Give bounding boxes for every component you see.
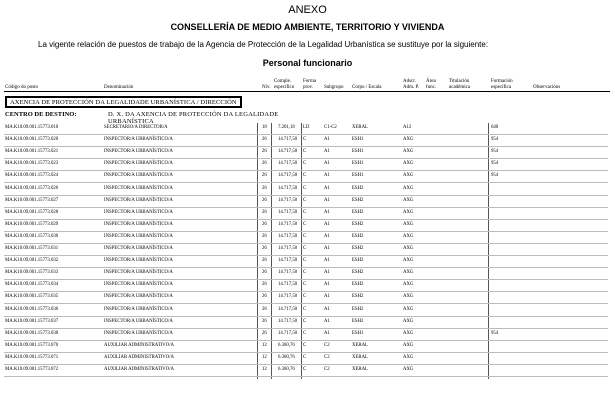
cell-codigo: MA.K10.09.001.15773.030 (5, 233, 59, 239)
cell-adscr: AXG (403, 233, 414, 239)
cell-corpo: ESH2 (352, 258, 364, 264)
cell-denominacion: INSPECTOR/A URBANÍSTICO/A (104, 221, 173, 227)
cell-formacion: 954 (491, 330, 499, 336)
row-divider (4, 352, 608, 353)
cell-denominacion: INSPECTOR/A URBANÍSTICO/A (104, 209, 173, 215)
cell-denominacion: INSPECTOR/A URBANÍSTICO/A (104, 137, 173, 143)
cell-subgrupo: A1 (324, 246, 330, 251)
cell-subgrupo: A1 (324, 318, 330, 324)
centro-label: CENTRO DE DESTINO: (5, 111, 77, 118)
header-adscr-1: Adscr. (403, 79, 416, 84)
intro-paragraph: La vigente relación de puestos de trabajo de la Agencia de Protección de la Legalidad Urbanística se sustituye por la siguiente: (38, 40, 489, 49)
header-forma-1: Forma (303, 79, 317, 84)
cell-codigo: MA.K10.09.001.15773.023 (5, 161, 59, 167)
cell-forma: C (303, 282, 307, 288)
cell-forma: C (303, 270, 307, 276)
cell-nivel: 26 (262, 233, 267, 239)
header-nivel: Nív. (262, 85, 271, 90)
cell-adscr: AXG (403, 342, 414, 348)
cell-forma: C (303, 209, 307, 215)
row-divider (4, 303, 608, 304)
row-divider (4, 170, 608, 171)
cell-adscr: AXG (403, 149, 414, 155)
cell-adscr: AXG (403, 173, 414, 179)
cell-corpo: ESH2 (352, 209, 364, 215)
cell-denominacion: AUXILIAR ADMINISTRATIVO/A (104, 354, 174, 360)
row-divider (4, 195, 608, 196)
cell-complemento: 14.717,50 (278, 282, 298, 288)
cell-nivel: 12 (262, 342, 267, 348)
cell-denominacion: SECRETARIO/A DIRECTOR/A (104, 125, 168, 130)
cell-subgrupo: A1 (324, 209, 330, 215)
cell-complemento: 6.360,76 (278, 342, 295, 348)
cell-nivel: 26 (262, 197, 267, 203)
cell-subgrupo: A1 (324, 221, 330, 227)
cell-codigo: MA.K10.09.001.15773.070 (5, 342, 59, 348)
cell-forma: C (303, 233, 307, 239)
table-row (0, 366, 615, 378)
cell-nivel: 26 (262, 282, 267, 288)
cell-codigo: MA.K10.09.001.15773.032 (5, 258, 59, 264)
cell-nivel: 26 (262, 246, 267, 251)
cell-subgrupo: C2 (324, 367, 330, 372)
cell-complemento: 7.201,18 (278, 125, 295, 130)
cell-adscr: AXG (403, 354, 414, 360)
table-row (0, 293, 615, 305)
row-divider (4, 207, 608, 208)
row-divider (4, 158, 608, 159)
header-observaciones: Observacións (533, 85, 561, 90)
table-row (0, 330, 615, 342)
cell-complemento: 6.360,76 (278, 367, 295, 372)
table-row (0, 124, 615, 136)
table-row (0, 221, 615, 233)
cell-complemento: 14.717,50 (278, 173, 298, 179)
cell-codigo: MA.K10.09.001.15773.038 (5, 330, 59, 336)
cell-forma: C (303, 330, 307, 336)
cell-adscr: AXG (403, 221, 414, 227)
cell-adscr: AXG (403, 161, 414, 167)
cell-forma: C (303, 367, 307, 372)
cell-formacion: 954 (491, 137, 499, 143)
cell-corpo: XERAL (352, 125, 368, 130)
cell-corpo: ESH2 (352, 306, 364, 312)
cell-nivel: 26 (262, 270, 267, 276)
cell-corpo: XERAL (352, 367, 368, 372)
cell-forma: C (303, 246, 307, 251)
cell-adscr: AXG (403, 197, 414, 203)
header-area-1: Área (426, 79, 436, 84)
cell-codigo: MA.K10.09.001.15773.037 (5, 318, 59, 324)
cell-corpo: ESH1 (352, 173, 364, 179)
header-divider (4, 91, 610, 92)
cell-corpo: XERAL (352, 342, 368, 348)
cell-corpo: ESH2 (352, 318, 364, 324)
cell-complemento: 14.717,50 (278, 233, 298, 239)
cell-complemento: 14.717,50 (278, 330, 298, 336)
cell-nivel: 12 (262, 354, 267, 360)
cell-complemento: 14.717,50 (278, 185, 298, 191)
cell-codigo: MA.K10.09.001.15773.031 (5, 246, 59, 251)
cell-adscr: AXG (403, 209, 414, 215)
header-formacion-2: específica (491, 85, 511, 90)
row-divider (4, 340, 608, 341)
cell-nivel: 26 (262, 221, 267, 227)
row-divider (4, 267, 608, 268)
cell-subgrupo: A1 (324, 270, 330, 276)
cell-adscr: AXG (403, 367, 414, 372)
cell-forma: C (303, 318, 307, 324)
cell-subgrupo: A1 (324, 137, 330, 143)
cell-corpo: ESH1 (352, 149, 364, 155)
cell-subgrupo: C2 (324, 342, 330, 348)
cell-corpo: ESH2 (352, 294, 364, 300)
cell-codigo: MA.K10.09.001.15773.028 (5, 209, 59, 215)
cell-forma: C (303, 137, 307, 143)
cell-nivel: 26 (262, 173, 267, 179)
table-row (0, 185, 615, 197)
cell-subgrupo: C2 (324, 354, 330, 360)
cell-denominacion: INSPECTOR/A URBANÍSTICO/A (104, 149, 173, 155)
cell-adscr: AXG (403, 282, 414, 288)
cell-codigo: MA.K10.09.001.15773.010 (5, 125, 59, 130)
row-divider (4, 255, 608, 256)
cell-subgrupo: A1 (324, 258, 330, 264)
cell-corpo: ESH1 (352, 330, 364, 336)
cell-nivel: 26 (262, 258, 267, 264)
cell-corpo: ESH2 (352, 282, 364, 288)
cell-adscr: AXG (403, 185, 414, 191)
cell-codigo: MA.K10.09.001.15773.033 (5, 270, 59, 276)
cell-codigo: MA.K10.09.001.15773.035 (5, 294, 59, 300)
cell-complemento: 14.717,50 (278, 270, 298, 276)
cell-forma: C (303, 149, 307, 155)
table-row (0, 148, 615, 160)
table-row (0, 172, 615, 184)
cell-subgrupo: A1 (324, 282, 330, 288)
cell-denominacion: INSPECTOR/A URBANÍSTICO/A (104, 161, 173, 167)
section-heading: Personal funcionario (262, 58, 353, 68)
cell-forma: LD (303, 125, 310, 130)
header-complemento-2: específico (274, 85, 295, 90)
header-subgrupo: Subgrupo (324, 85, 344, 90)
table-row (0, 318, 615, 330)
cell-formacion: 954 (491, 149, 499, 155)
cell-subgrupo: C1-C2 (324, 125, 337, 130)
cell-codigo: MA.K10.09.001.15773.021 (5, 149, 59, 155)
unit-box: AXENCIA DE PROTECCIÓN DA LEGALIDADE URBANÍSTICA / DIRECCIÓN (6, 97, 241, 107)
cell-forma: C (303, 161, 307, 167)
cell-complemento: 14.717,50 (278, 161, 298, 167)
cell-corpo: ESH2 (352, 185, 364, 191)
header-corpo: Corpo / Escala (352, 85, 382, 90)
cell-corpo: ESH1 (352, 161, 364, 167)
row-divider (4, 316, 608, 317)
cell-adscr: AXG (403, 137, 414, 143)
cell-denominacion: INSPECTOR/A URBANÍSTICO/A (104, 173, 173, 179)
document-title: ANEXO (288, 4, 327, 16)
cell-forma: C (303, 354, 307, 360)
cell-denominacion: INSPECTOR/A URBANÍSTICO/A (104, 270, 173, 276)
cell-denominacion: INSPECTOR/A URBANÍSTICO/A (104, 306, 173, 312)
cell-nivel: 26 (262, 306, 267, 312)
row-divider (4, 219, 608, 220)
cell-complemento: 14.717,50 (278, 137, 298, 143)
cell-corpo: ESH2 (352, 246, 364, 251)
cell-adscr: AXG (403, 294, 414, 300)
cell-forma: C (303, 294, 307, 300)
cell-subgrupo: A1 (324, 161, 330, 167)
cell-corpo: ESH2 (352, 233, 364, 239)
cell-subgrupo: A1 (324, 149, 330, 155)
cell-codigo: MA.K10.09.001.15773.034 (5, 282, 59, 288)
table-row (0, 306, 615, 318)
cell-nivel: 26 (262, 209, 267, 215)
cell-denominacion: INSPECTOR/A URBANÍSTICO/A (104, 318, 173, 324)
cell-subgrupo: A1 (324, 185, 330, 191)
centro-value: D. X. DA AXENCIA DE PROTECCIÓN DA LEGALIDADE (108, 111, 279, 118)
row-divider (4, 279, 608, 280)
cell-denominacion: INSPECTOR/A URBANÍSTICO/A (104, 246, 173, 251)
cell-adscr: AXG (403, 306, 414, 312)
cell-nivel: 26 (262, 161, 267, 167)
cell-codigo: MA.K10.09.001.15773.020 (5, 137, 59, 143)
cell-complemento: 14.717,50 (278, 221, 298, 227)
row-divider (4, 182, 608, 183)
header-codigo: Código do posto (5, 85, 39, 90)
cell-codigo: MA.K10.09.001.15773.029 (5, 221, 59, 227)
cell-complemento: 14.717,50 (278, 258, 298, 264)
header-titulacion-1: Titulación (449, 79, 470, 84)
cell-forma: C (303, 173, 307, 179)
cell-denominacion: INSPECTOR/A URBANÍSTICO/A (104, 282, 173, 288)
cell-nivel: 26 (262, 185, 267, 191)
cell-denominacion: AUXILIAR ADMINISTRATIVO/A (104, 342, 174, 348)
cell-nivel: 26 (262, 318, 267, 324)
cell-formacion: 954 (491, 173, 499, 179)
cell-subgrupo: A1 (324, 173, 330, 179)
table-row (0, 269, 615, 281)
cell-nivel: 26 (262, 294, 267, 300)
row-divider (4, 146, 608, 147)
cell-forma: C (303, 221, 307, 227)
cell-subgrupo: A1 (324, 330, 330, 336)
cell-formacion: 954 (491, 161, 499, 167)
cell-adscr: AXG (403, 246, 414, 251)
row-divider (4, 291, 608, 292)
cell-codigo: MA.K10.09.001.15773.036 (5, 306, 59, 312)
table-row (0, 209, 615, 221)
header-denominacion: Denominación (104, 85, 134, 90)
cell-codigo: MA.K10.09.001.15773.024 (5, 173, 59, 179)
table-row (0, 197, 615, 209)
cell-adscr: AXG (403, 318, 414, 324)
cell-subgrupo: A1 (324, 306, 330, 312)
cell-forma: C (303, 342, 307, 348)
cell-codigo: MA.K10.09.001.15773.071 (5, 354, 59, 360)
cell-complemento: 14.717,50 (278, 306, 298, 312)
cell-forma: C (303, 258, 307, 264)
cell-subgrupo: A1 (324, 233, 330, 239)
cell-forma: C (303, 197, 307, 203)
cell-complemento: 14.717,50 (278, 197, 298, 203)
cell-denominacion: INSPECTOR/A URBANÍSTICO/A (104, 197, 173, 203)
document-subtitle: CONSELLERÍA DE MEDIO AMBIENTE, TERRITORIO Y VIVIENDA (170, 22, 445, 32)
cell-denominacion: INSPECTOR/A URBANÍSTICO/A (104, 185, 173, 191)
cell-complemento: 14.717,50 (278, 318, 298, 324)
cell-denominacion: INSPECTOR/A URBANÍSTICO/A (104, 258, 173, 264)
cell-nivel: 18 (262, 125, 267, 130)
cell-forma: C (303, 185, 307, 191)
cell-subgrupo: A1 (324, 197, 330, 203)
cell-adscr: AXG (403, 258, 414, 264)
cell-corpo: ESH2 (352, 197, 364, 203)
cell-denominacion: INSPECTOR/A URBANÍSTICO/A (104, 233, 173, 239)
cell-codigo: MA.K10.09.001.15773.072 (5, 367, 59, 372)
cell-codigo: MA.K10.09.001.15773.026 (5, 185, 59, 191)
row-divider (4, 376, 608, 377)
table-row (0, 160, 615, 172)
cell-corpo: XERAL (352, 354, 368, 360)
cell-subgrupo: A1 (324, 294, 330, 300)
cell-denominacion: INSPECTOR/A URBANÍSTICO/A (104, 330, 173, 336)
centro-value-continued: URBANÍSTICA (108, 118, 154, 125)
cell-codigo: MA.K10.09.001.15773.027 (5, 197, 59, 203)
cell-nivel: 26 (262, 330, 267, 336)
table-row (0, 136, 615, 148)
table-row (0, 245, 615, 257)
row-divider (4, 328, 608, 329)
cell-complemento: 14.717,50 (278, 209, 298, 215)
cell-complemento: 14.717,50 (278, 294, 298, 300)
row-divider (4, 134, 608, 135)
cell-corpo: ESH1 (352, 137, 364, 143)
table-row (0, 233, 615, 245)
table-row (0, 281, 615, 293)
cell-adscr: AXG (403, 330, 414, 336)
header-forma-2: prov. (303, 85, 314, 90)
cell-nivel: 12 (262, 367, 267, 372)
cell-denominacion: AUXILIAR ADMINISTRATIVO/A (104, 367, 174, 372)
header-formacion-1: Formación (491, 79, 513, 84)
cell-corpo: ESH2 (352, 270, 364, 276)
table-row (0, 257, 615, 269)
cell-corpo: ESH2 (352, 221, 364, 227)
cell-adscr: A12 (403, 125, 412, 130)
row-divider (4, 364, 608, 365)
cell-complemento: 6.360,76 (278, 354, 295, 360)
header-adscr-2: Adm. P. (403, 85, 419, 90)
cell-nivel: 26 (262, 149, 267, 155)
cell-complemento: 14.717,50 (278, 149, 298, 155)
row-divider (4, 231, 608, 232)
header-titulacion-2: académica (449, 85, 471, 90)
cell-adscr: AXG (403, 270, 414, 276)
table-row (0, 354, 615, 366)
header-complemento-1: Comple. (274, 79, 292, 84)
cell-forma: C (303, 306, 307, 312)
header-area-2: func. (426, 85, 437, 90)
table-row (0, 342, 615, 354)
cell-denominacion: INSPECTOR/A URBANÍSTICO/A (104, 294, 173, 300)
cell-formacion: 640 (491, 125, 499, 130)
row-divider (4, 243, 608, 244)
cell-complemento: 14.717,50 (278, 246, 298, 251)
cell-nivel: 26 (262, 137, 267, 143)
